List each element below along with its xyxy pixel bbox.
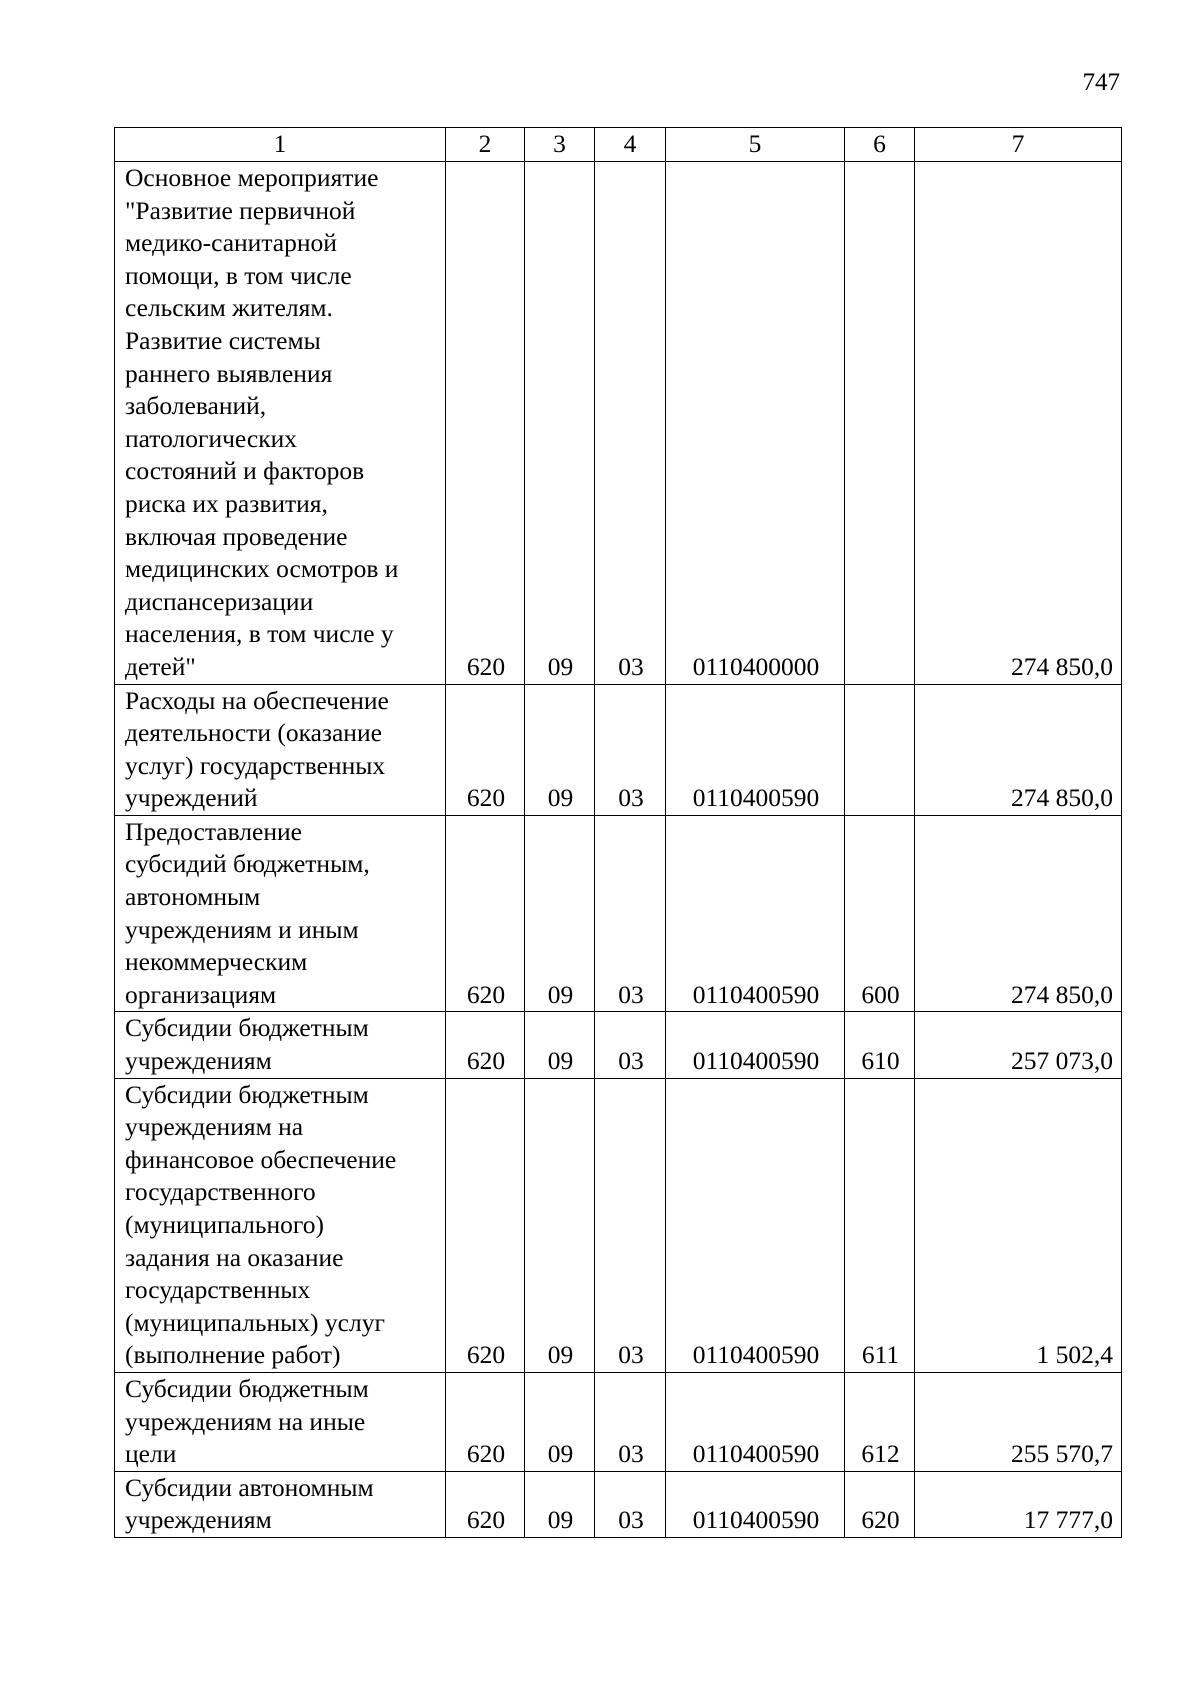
row-col-3: 09 [525, 1372, 595, 1471]
row-col-3: 09 [525, 1012, 595, 1078]
table-row [115, 1372, 1122, 1471]
row-name: Субсидии бюджетным учреждениям на иные цели [115, 1372, 446, 1471]
row-col-2: 620 [446, 162, 525, 685]
row-col-4: 03 [595, 1078, 666, 1372]
table-row [115, 1471, 1122, 1537]
row-col-3: 09 [525, 162, 595, 685]
row-col-3: 09 [525, 1078, 595, 1372]
row-col-2: 620 [446, 815, 525, 1012]
row-col-6: 620 [845, 1471, 915, 1537]
header-cell-6: 6 [845, 128, 915, 162]
row-col-2: 620 [446, 1012, 525, 1078]
row-col-4: 03 [595, 1012, 666, 1078]
row-col-5: 0110400000 [666, 162, 845, 685]
row-amount: 274 850,0 [915, 684, 1122, 815]
budget-table [114, 127, 1122, 1538]
row-col-5: 0110400590 [666, 1372, 845, 1471]
page-number: 747 [1082, 69, 1120, 96]
row-col-3: 09 [525, 815, 595, 1012]
header-cell-5: 5 [666, 128, 845, 162]
table-row [115, 1012, 1122, 1078]
table-row [115, 1078, 1122, 1372]
row-col-3: 09 [525, 684, 595, 815]
row-col-3: 09 [525, 1471, 595, 1537]
row-amount: 274 850,0 [915, 162, 1122, 685]
row-col-2: 620 [446, 1078, 525, 1372]
row-col-4: 03 [595, 684, 666, 815]
row-col-6 [845, 684, 915, 815]
table-row [115, 162, 1122, 685]
row-col-5: 0110400590 [666, 1471, 845, 1537]
row-amount: 255 570,7 [915, 1372, 1122, 1471]
row-col-4: 03 [595, 162, 666, 685]
row-col-4: 03 [595, 1372, 666, 1471]
row-amount: 257 073,0 [915, 1012, 1122, 1078]
row-name: Субсидии автономным учреждениям [115, 1471, 446, 1537]
row-col-6 [845, 162, 915, 685]
header-cell-2: 2 [446, 128, 525, 162]
row-col-4: 03 [595, 1471, 666, 1537]
row-col-4: 03 [595, 815, 666, 1012]
row-col-5: 0110400590 [666, 684, 845, 815]
table-row [115, 815, 1122, 1012]
row-name: Предоставление субсидий бюджетным, автономным учреждениям и иным некоммерческим организациям [115, 815, 446, 1012]
row-amount: 17 777,0 [915, 1471, 1122, 1537]
header-cell-1: 1 [115, 128, 446, 162]
row-col-2: 620 [446, 1372, 525, 1471]
row-col-5: 0110400590 [666, 1078, 845, 1372]
row-col-6: 610 [845, 1012, 915, 1078]
row-col-6: 612 [845, 1372, 915, 1471]
row-amount: 1 502,4 [915, 1078, 1122, 1372]
table-row [115, 684, 1122, 815]
row-col-6: 611 [845, 1078, 915, 1372]
header-cell-7: 7 [915, 128, 1122, 162]
row-col-6: 600 [845, 815, 915, 1012]
row-col-2: 620 [446, 684, 525, 815]
row-amount: 274 850,0 [915, 815, 1122, 1012]
row-name: Субсидии бюджетным учреждениям [115, 1012, 446, 1078]
header-row [115, 128, 1122, 162]
row-name: Расходы на обеспечение деятельности (оказание услуг) государственных учреждений [115, 684, 446, 815]
row-name: Основное мероприятие "Развитие первичной медико-санитарной помощи, в том числе сельским жителям. Развитие системы раннего выявления заболеваний, патологических состояний и факторов риска их развития, включая проведение медицинских осмотров и диспансеризации населения, в том числе у детей" [115, 162, 446, 685]
row-name: Субсидии бюджетным учреждениям на финансовое обеспечение государственного (муниципального) задания на оказание государственных (муниципальных) услуг (выполнение работ) [115, 1078, 446, 1372]
row-col-5: 0110400590 [666, 815, 845, 1012]
header-cell-3: 3 [525, 128, 595, 162]
header-cell-4: 4 [595, 128, 666, 162]
row-col-5: 0110400590 [666, 1012, 845, 1078]
row-col-2: 620 [446, 1471, 525, 1537]
